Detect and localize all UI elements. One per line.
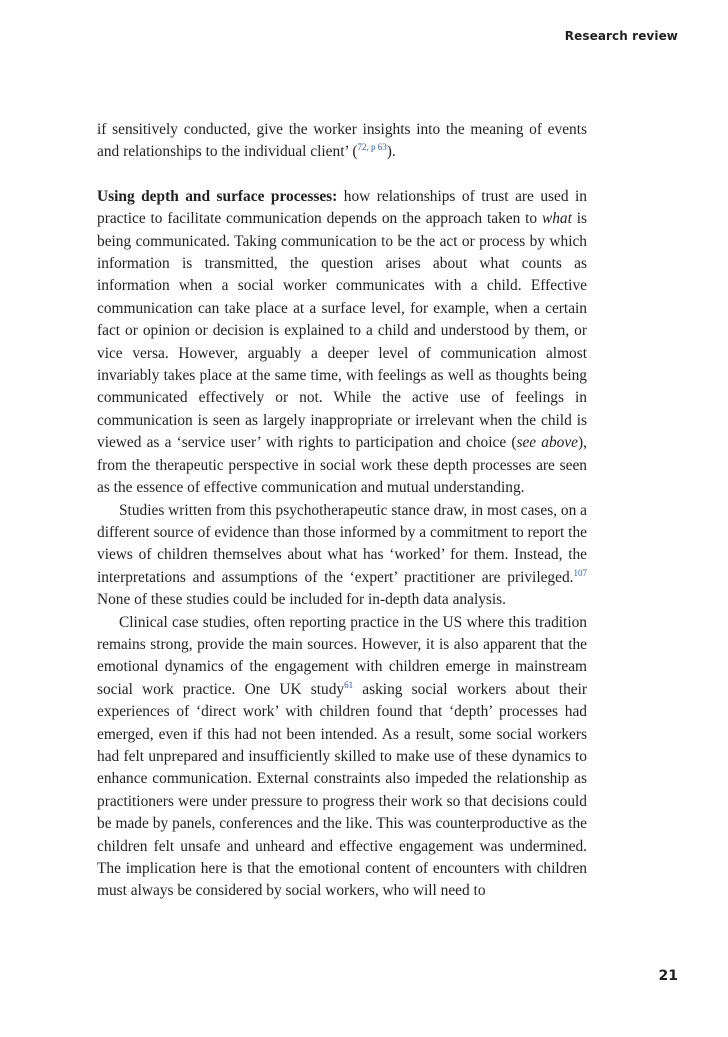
paragraph-text: Clinical case studies, often reporting practice in the US where this tradition remains strong, provide the main sources. However, it is also apparent that the emotional dynamics of the engagement with children emerge in mainstream social work practice. One UK study bbox=[97, 613, 587, 698]
paragraph-text: Studies written from this psychotherapeutic stance draw, in most cases, on a different source of evidence than those informed by a commitment to report the views of children themselves about what has ‘worked’ for them. Instead, the interpretations and assumptions of the ‘expert’ practitioner are privileged. bbox=[97, 501, 587, 586]
paragraph-psychotherapeutic bbox=[97, 500, 587, 612]
paragraph-text: asking social workers about their experiences of ‘direct work’ with children found that ‘depth’ processes had emerged, even if this had not been intended. As a result, some social workers had felt unprepared and insufficiently skilled to make use of these dynamics to enhance communication. External constraints also impeded the relationship as practitioners were under pressure to progress their work so that decisions could be made by panels, conferences and the like. This was counterproductive as the children felt unsafe and unheard and effective engagement was undermined. The implication here is that the emotional content of encounters with children must always be considered by social workers, who will need to bbox=[97, 680, 587, 900]
paragraph-text: how relationships of trust are used in practice to facilitate communication depends on the approach taken to bbox=[97, 187, 588, 228]
citation-ref: 107 bbox=[573, 567, 587, 578]
paragraph-lead-heading: Using depth and surface processes: bbox=[97, 187, 338, 205]
running-head: Research review bbox=[564, 29, 678, 43]
paragraph-depth-surface bbox=[97, 186, 587, 500]
citation-ref: 61 bbox=[344, 679, 354, 690]
citation-ref: 72, p 63 bbox=[357, 142, 387, 153]
body-text bbox=[97, 119, 587, 903]
paragraph-text: None of these studies could be included for in-depth data analysis. bbox=[97, 591, 507, 609]
paragraph-text: is being communicated. Taking communication to be the act or process by which information is transmitted, the question arises about what counts as information when a social worker communicates with a child. Effective communication can take place at a surface level, for example, when a certain fact or opinion or decision is explained to a child and understood by them, or vice versa. However, arguably a deeper level of communication almost invariably takes place at the same time, with feelings as well as thoughts being communicated effectively or not. While the active use of feelings in communication is seen as largely inappropriate or irrelevant when the child is viewed as a ‘service user’ with rights to participation and choice ( bbox=[97, 210, 587, 452]
emphasis-text: see above bbox=[516, 434, 579, 452]
emphasis-text: what bbox=[541, 210, 572, 228]
paragraph-continuation bbox=[97, 119, 587, 164]
paragraph-clinical-case-studies bbox=[97, 612, 587, 903]
paragraph-text: if sensitively conducted, give the worker insights into the meaning of events and relationships to the individual client’ ( bbox=[97, 121, 587, 161]
paragraph-text-end: ). bbox=[386, 143, 396, 161]
page-number: 21 bbox=[658, 968, 678, 984]
paragraph-text: ), from the therapeutic perspective in social work these depth processes are seen as the essence of effective communication and mutual understanding. bbox=[97, 434, 587, 497]
